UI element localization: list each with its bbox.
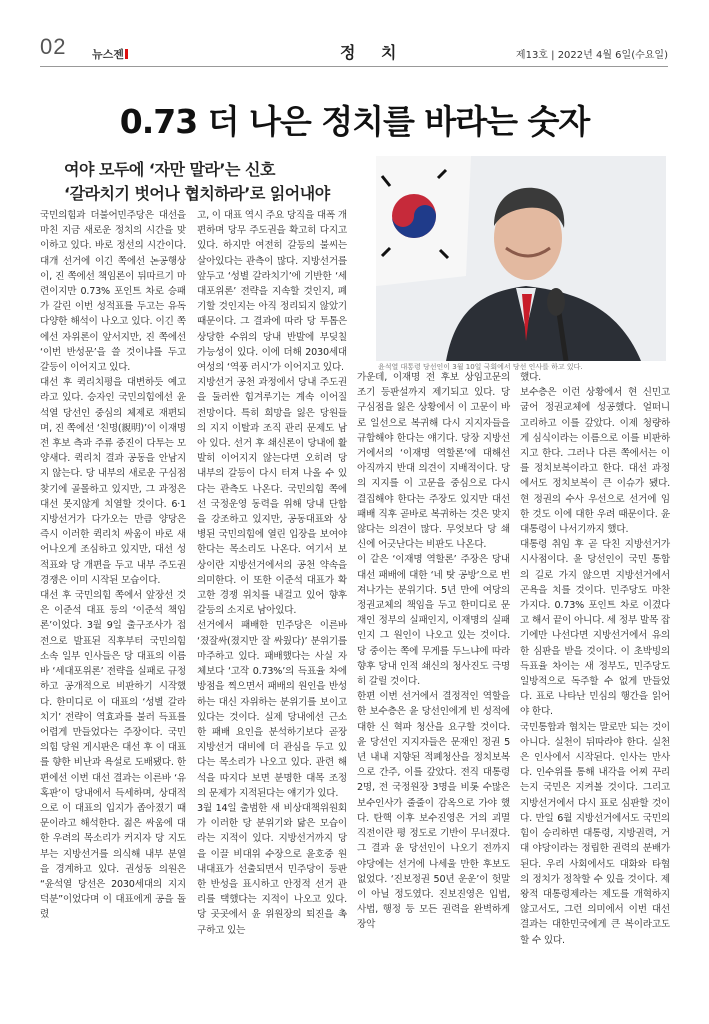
headline: 0.73 더 나은 정치를 바라는 숫자 [119, 102, 590, 141]
article-photo [376, 156, 666, 361]
article-column-4: 했다. 보수층은 이런 상황에서 현 신민고 굽어 정권교체에 성공했다. 얼떠니 고리하고 이를 갚았다. 이제 청량하게 심식이라는 이름으로 이를 비판하지고 한다. 그러나 다른 쪽에서는 이를 정치보복이라고 한다. 대선 과정에서도 정치보복이 큰 이슈가 됐다. 현 정권의 수사 우선으로 선거에 임한 것도 이에 대한 우려 때문이다. 윤 대통령이 나서기까지 했다. 대통령 취임 후 곧 닥친 지방선거가 시사점이다. 윤 당선인이 국민 통합의 길로 가지 않으면 지방선거에서 곤욕을 치를 것이다. 민주당도 마찬가지다. 0.73% 포인트 차로 이겼다고 해서 끝이 아니다. 세 정부 발목 잡기에만 나선다면 지방선거에서 유의한 심판을 받을 것이다. 이 초박빙의 득표율 차이는 새 정부도, 민주당도 일방적으로 독주할 수 없게 만들었다. 표로 나타난 민심의 행간을 읽어야 한다. 국민통합과 협치는 말로만 되는 것이 아니다. 실천이 뒤따라야 한다. 실천은 인사에서 시작된다. 인사는 만사다. 인수위를 통해 내각을 어찌 꾸리는지 국민은 지켜볼 것이다. 그리고 지방선거에서 다시 표로 심판할 것이다. 만일 6월 지방선거에서도 국민의힘이 승리하면 대통령, 지방권력, 거대 야당이라는 정립한 권력의 분배가 된다. 우리 사회에서도 대화와 타협의 정치가 정착할 수 있을 것이다. 제왕적 대통령제라는 제도를 개혁하지 않고서도, 그런 의미에서 이번 대선 결과는 대한민국에게 큰 복이라고도 할 수 있다. [520, 372, 670, 946]
issue-info: 제13호 | 2022년 4월 6일(수요일) [515, 50, 668, 61]
brand-logo [92, 46, 128, 62]
header-rule [40, 66, 668, 67]
masthead [40, 34, 668, 66]
subheadline [64, 158, 384, 206]
brand-name: 뉴스젠 [92, 48, 124, 61]
article-column-1: 국민의힘과 더불어민주당은 대선을 마친 지금 새로운 정치의 시간을 맞이하고 있다. 바로 정선의 시간이다. 대개 선거에 이긴 쪽에선 논공행상이, 진 쪽에선 책임론이 뒤따르기 마련이지만 0.73% 포인트 차로 승패가 갈린 이번 성적표를 두고는 유독 다양한 해석이 나오고 있다. 이긴 쪽에선 자위론이 앞서지만, 진 쪽에선 ‘이번 반성문’을 쓸 것이냐를 두고 갈등이 이어지고 있다. 대선 후 퀵리치평을 대변하듯 예고라고 있다. 승자인 국민의힘에선 윤석열 당선인 중심의 체제로 재편되며, 진 쪽에선 ‘친명(親明)’이 이재명 전 후보 측과 주류 중진이 다투는 모양새다. 퀵리치 결과 공동을 안남지지 않는다. 당 내부의 새로운 구심점 찾기에 골몰하고 있지만, 그 과정은 대선 못지않게 치열할 것이다. 6·1 지방선거가 다가오는 만큼 양당은 즉시 이러한 퀵리치 싸움이 바로 새어나오게 조심하고 있지만, 대선 성적표와 당 개편을 두고 내부 주도권 경쟁은 이미 시작된 모습이다. 대선 후 국민의힘 쪽에서 앞장선 것은 이준석 대표 등의 ‘이준석 책임론’이었다. 3월 9일 출구조사가 접전으로 발표된 직후부터 국민의힘 소속 일부 인사들은 당 대표의 이름바 ‘세대포위론’ 전략을 실패로 규정하고 공개적으로 비판하기 시작했다. 한미디로 이 대표의 ‘성별 갈라치기’ 전략이 역효과를 불러 득표를 어렵게 만들었다는 주장이다. 국민의힘 당원 게시판은 대선 후 이 대표를 향한 비난과 욕설로 도배됐다. 한편에선 이번 대선 결과는 이른바 ‘유혹판’이 당내에서 득세하며, 상대적으로 이 대표의 입지가 좁아졌기 때문이라고 해석한다. 젊은 싸움에 대한 우려의 목소리가 커지자 당 지도부는 지방선거를 의식해 내부 분열을 경계하고 있다. 권성동 의원은 “윤석열 당선은 2030세대의 지지 덕분”이었다며 이 대표에게 공을 돌렸 [40, 210, 186, 921]
president-photo-illustration [376, 156, 666, 361]
section-title: 정 치 [340, 43, 407, 62]
subhead-line-1: 여야 모두에 ‘자만 말라’는 신호 [64, 160, 275, 179]
article-column-3: 가운데, 이재명 전 후보 상임고문의 조기 등판설까지 제기되고 있다. 당 구심점을 잃은 상황에서 이 고문이 바로 일선으로 복귀해 다시 지지자들을 규합해야 한다는 얘기다. 당장 지방선거에서의 ‘이재명 역할론’에 대해선 아직까지 반대 의견이 지배적이다. 당의 지지를 이 고문을 중심으로 다시 결집해야 한다는 주장도 있지만 대선 패배 직후 곧바로 복귀하는 것은 맞지 않다는 의견이 많다. 무엇보다 당 쇄신에 어긋난다는 비판도 나온다. 이 같은 ‘이재명 역할론’ 주장은 당내 대선 패배에 대한 ‘네 탓 공방’으로 번져나가는 분위기다. 5년 만에 여당의 정권교체의 책임을 두고 한미디로 문재인 정부의 실패인지, 이재명의 실패인지 그 원인이 나오고 있는 것이다. 당 중이는 쪽에 무게를 두느냐에 따라 향후 당내 인적 쇄신의 청사진도 극명히 갈릴 것이다. 한편 이번 선거에서 결정적인 역할을 한 보수층은 윤 당선인에게 빈 성적에 대한 신 혁파 청산을 요구할 것이다. 윤 당선인 지지자들은 문재인 정권 5년 내내 지향된 적폐청산을 정치보복으로 간주, 이를 갚았다. 전직 대통령 2명, 전 국정원장 3명을 비롯 수많은 보수인사가 줄줄이 감옥으로 가야 했다. 탄핵 이후 보수진영은 거의 괴멸 직전이란 평 정도로 기반이 무너졌다. 그 결과 윤 당선인이 나오기 전까지 야당에는 선거에 나세울 만한 후보도 없었다. ‘진보정권 50년 운운’이 헛말이 아닐 정도였다. 진보진영은 입법, 사법, 행정 등 모든 권력을 완벽하게 장악 [357, 372, 510, 931]
brand-mark-icon [125, 49, 128, 59]
photo-caption: 윤석열 대통령 당선인이 3월 10일 국회에서 당선 인사를 하고 있다. [378, 363, 583, 371]
subhead-line-2: ‘갈라치기 벗어나 협치하라’로 읽어내야 [64, 184, 330, 203]
page-number: 02 [40, 34, 67, 59]
article-column-2: 고, 이 대표 역시 주요 당직을 대폭 개편하며 당무 주도권을 확고히 다지고 있다. 하지만 여전히 갈등의 불씨는 살아있다는 관측이 많다. 지방선거를 앞두고 ‘성별 갈라치기’에 기반한 ‘세대포위론’ 전략을 지속할 것인지, 폐기할 것인지는 아직 정리되지 않았기 때문이다. 그 결과에 따라 당 투톱은 상당한 수위의 당내 반발에 부딪칠 가능성이 있다. 이에 더해 2030세대 여성의 ‘역풍 러시’가 이어지고 있다. 지방선거 공천 과정에서 당내 주도권을 둘러싼 힘겨루기는 계속 이어질 전망이다. 특히 희망을 잃은 당원들의 지지 이탈과 조직 관리 문제도 남아 있다. 선거 후 쇄신론이 당내에 활발히 이어지지 않는다면 오히려 당 내부의 갈등이 다시 터져 나올 수 있다는 관측도 나온다. 국민의힘 쪽에선 국정운영 동력을 위해 당내 단합을 강조하고 있지만, 공동대표와 상병된 국민의힘에 열린 입장을 보여야 한다는 목소리도 나온다. 여기서 보상이란 지방선거에서의 공천 약속을 의미한다. 이 또한 이준석 대표가 확고한 경쟁 위치를 내걸고 있어 향후 갈등의 소지로 남아있다. 선거에서 패배한 민주당은 이른바 ‘졌잘싸(졌지만 잘 싸웠다)’ 분위기를 마주하고 있다. 패배했다는 사실 자체보다 ‘고작 0.73%’의 득표율 차에 방점을 찍으면서 패배의 원인을 반성하는 대신 자위하는 분위기를 보이고 있다는 것이다. 실제 당내에선 근소한 패배 요인을 분석하기보다 곧장 지방선거 대비에 더 관심을 두고 있다는 목소리가 나오고 있다. 관련 해석을 따지다 보면 분명한 대목 조정의 문제가 지적된다는 얘기가 있다. 3월 14일 출범한 새 비상대책위원회가 이러한 당 분위기와 닮은 모습이라는 지적이 있다. 지방선거까지 당을 이끌 비대위 수장으로 윤호중 원내대표가 선출되면서 민주당이 등판한 반성을 표시하고 안정적 선거 관리를 택했다는 지적이 나오고 있다. 당 곳곳에서 윤 위원장의 퇴진을 촉구하고 있는 [197, 210, 347, 936]
